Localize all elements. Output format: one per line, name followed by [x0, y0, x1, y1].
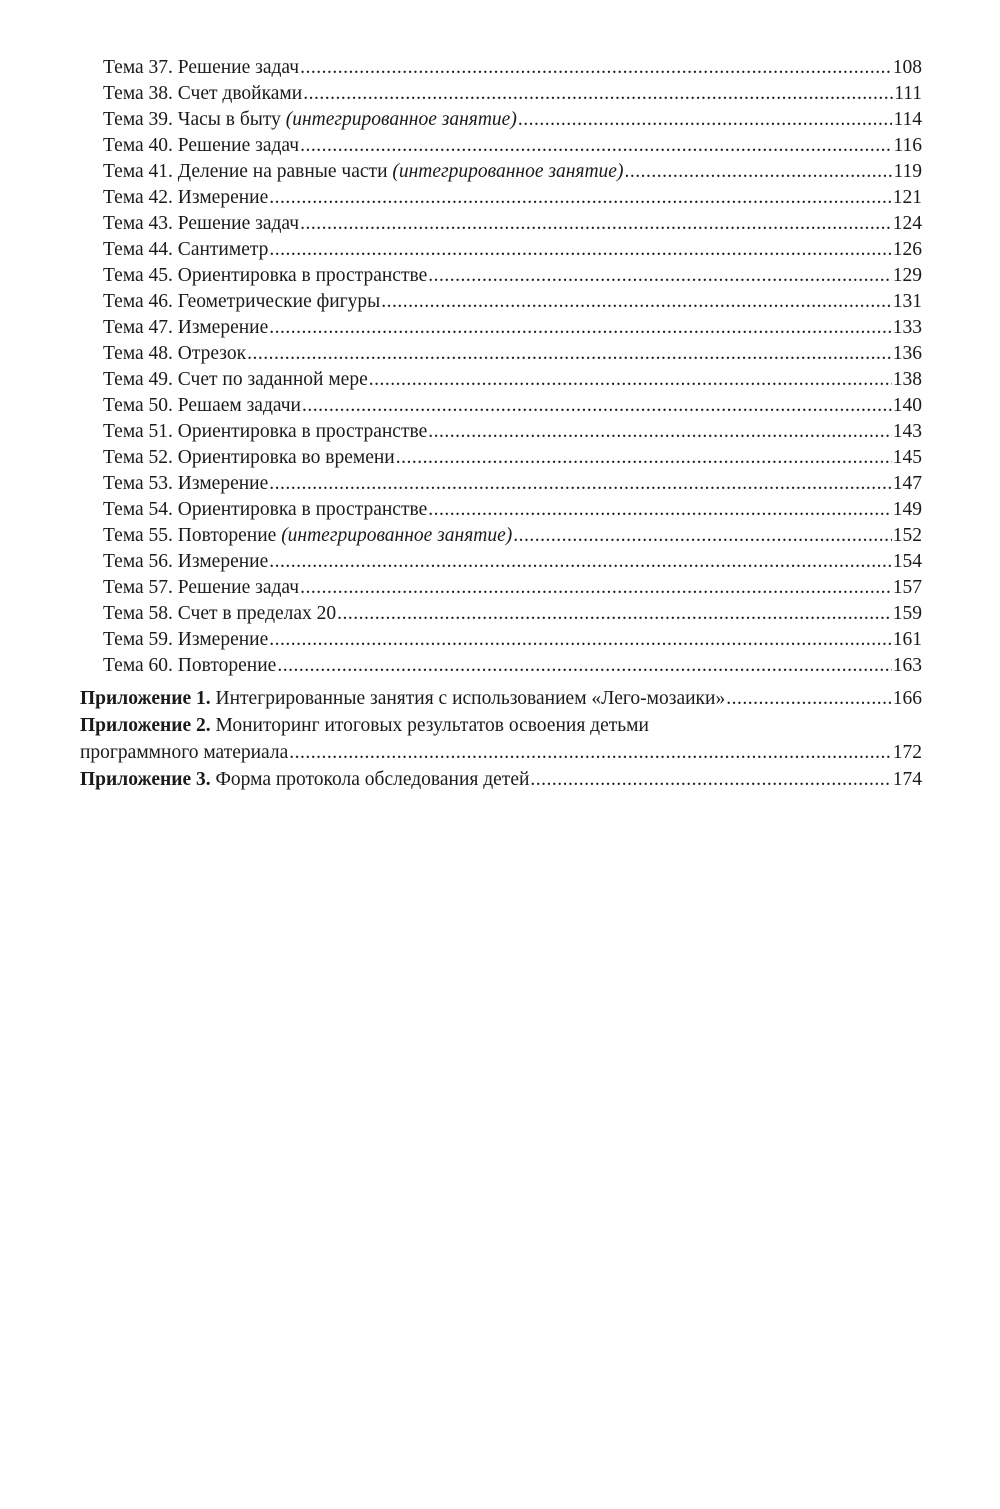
toc-entry-title [103, 133, 299, 159]
toc-entry-page: 126 [892, 239, 922, 260]
topics-list [80, 55, 922, 679]
toc-entry-name: Тема 49. Счет по заданной мере [103, 369, 368, 390]
toc-entry-page: 108 [892, 57, 922, 78]
toc-entry[interactable] [80, 185, 922, 211]
leader-dots [289, 739, 891, 766]
leader-dots [300, 55, 892, 81]
toc-entry-title [103, 159, 623, 185]
toc-entry[interactable] [80, 653, 922, 679]
toc-entry[interactable] [80, 81, 922, 107]
toc-entry-page: 133 [892, 317, 922, 338]
leader-dots [300, 575, 892, 601]
toc-entry[interactable] [80, 367, 922, 393]
toc-entry-name: Тема 40. Решение задач [103, 135, 300, 156]
leader-dots [277, 653, 891, 679]
toc-entry-title [103, 549, 268, 575]
toc-entry-name: Тема 43. Решение задач [103, 213, 300, 234]
toc-entry-title [103, 211, 299, 237]
toc-entry[interactable] [80, 289, 922, 315]
toc-entry-page: 157 [892, 577, 922, 598]
toc-entry-page: 143 [892, 421, 922, 442]
leader-dots [269, 315, 892, 341]
toc-entry-name: Тема 38. Счет двойками [103, 83, 303, 104]
toc-entry-title [103, 341, 246, 367]
appendix-3-prefix: Приложение 3. [80, 769, 211, 790]
toc-entry-name: Тема 55. Повторение [103, 525, 282, 546]
toc-entry-name: Тема 59. Измерение [103, 629, 269, 650]
toc-entry[interactable] [80, 133, 922, 159]
toc-entry-title [103, 445, 395, 471]
toc-entry-title [103, 263, 427, 289]
toc-entry-title [103, 237, 268, 263]
leader-dots [396, 445, 892, 471]
toc-entry-title [103, 81, 302, 107]
toc-entry-page: 116 [893, 135, 922, 156]
toc-entry-page: 114 [893, 109, 922, 130]
toc-entry-page: 163 [892, 655, 922, 676]
toc-entry-name: Тема 44. Сантиметр [103, 239, 269, 260]
toc-entry-page: 129 [892, 265, 922, 286]
toc-entry[interactable] [80, 575, 922, 601]
toc-entry-page: 152 [892, 525, 922, 546]
toc-entry-page: 136 [892, 343, 922, 364]
toc-entry-name: Тема 46. Геометрические фигуры [103, 291, 381, 312]
appendix-2-page: 172 [892, 742, 922, 763]
toc-entry[interactable] [80, 549, 922, 575]
toc-entry-name: Тема 52. Ориентировка во времени [103, 447, 395, 468]
toc-entry-title [103, 55, 299, 81]
leader-dots [428, 419, 892, 445]
toc-entry-title [103, 523, 512, 549]
toc-entry[interactable] [80, 471, 922, 497]
toc-entry[interactable] [80, 601, 922, 627]
toc-entry[interactable] [80, 393, 922, 419]
appendix-2-title-line2: программного материала [80, 742, 289, 763]
leader-dots [300, 211, 892, 237]
toc-entry-name: Тема 42. Измерение [103, 187, 269, 208]
toc-entry[interactable] [80, 419, 922, 445]
leader-dots [428, 497, 892, 523]
toc-entry-title [103, 627, 268, 653]
leader-dots [269, 627, 892, 653]
toc-entry[interactable] [80, 315, 922, 341]
leader-dots [302, 393, 892, 419]
toc-entry[interactable] [80, 107, 922, 133]
toc-entry-page: 119 [893, 161, 922, 182]
toc-entry-title [103, 185, 268, 211]
toc-entry-name: Тема 39. Часы в быту [103, 109, 286, 130]
leader-dots [337, 601, 892, 627]
toc-entry[interactable] [80, 263, 922, 289]
toc-entry-page: 149 [892, 499, 922, 520]
toc-entry-page: 154 [892, 551, 922, 572]
toc-entry-name: Тема 51. Ориентировка в пространстве [103, 421, 428, 442]
toc-entry-page: 121 [892, 187, 922, 208]
leader-dots [624, 159, 892, 185]
toc-entry-title [103, 367, 368, 393]
table-of-contents [80, 55, 922, 793]
appendix-2[interactable] [80, 712, 922, 766]
leader-dots [381, 289, 891, 315]
toc-entry-title [103, 315, 268, 341]
leader-dots [530, 766, 891, 793]
leader-dots [300, 133, 892, 159]
leader-dots [513, 523, 892, 549]
toc-entry-name: Тема 60. Повторение [103, 655, 277, 676]
toc-entry-note: (интегрированное занятие) [392, 161, 624, 182]
toc-entry[interactable] [80, 523, 922, 549]
toc-entry-title [103, 419, 427, 445]
toc-entry-note: (интегрированное занятие) [281, 525, 513, 546]
toc-entry-title [103, 393, 301, 419]
appendix-3-page: 174 [892, 769, 922, 790]
toc-entry-title [103, 471, 268, 497]
toc-entry-name: Тема 56. Измерение [103, 551, 269, 572]
toc-entry-note: (интегрированное занятие) [285, 109, 517, 130]
toc-entry[interactable] [80, 55, 922, 81]
toc-entry-title [103, 497, 427, 523]
appendix-3-title: Форма протокола обследования детей [210, 769, 530, 790]
appendix-2-title-line1: Мониторинг итоговых результатов освоения детьми [210, 715, 649, 736]
leader-dots [303, 81, 893, 107]
toc-entry-page: 124 [892, 213, 922, 234]
appendix-1-prefix: Приложение 1. [80, 688, 211, 709]
leader-dots [726, 685, 892, 712]
toc-entry-page: 161 [892, 629, 922, 650]
toc-entry[interactable] [80, 497, 922, 523]
toc-entry[interactable] [80, 159, 922, 185]
leader-dots [518, 107, 893, 133]
leader-dots [269, 549, 892, 575]
toc-entry-name: Тема 50. Решаем задачи [103, 395, 301, 416]
appendices-list [80, 685, 922, 793]
leader-dots [269, 237, 891, 263]
appendix-1[interactable] [80, 685, 922, 712]
toc-entry-name: Тема 53. Измерение [103, 473, 269, 494]
toc-entry[interactable] [80, 237, 922, 263]
toc-entry-page: 159 [892, 603, 922, 624]
toc-entry[interactable] [80, 445, 922, 471]
toc-entry[interactable] [80, 627, 922, 653]
toc-entry-name: Тема 47. Измерение [103, 317, 269, 338]
toc-entry-title [103, 107, 517, 133]
toc-entry-page: 131 [892, 291, 922, 312]
toc-entry-name: Тема 48. Отрезок [103, 343, 247, 364]
toc-entry-page: 147 [892, 473, 922, 494]
toc-entry-title [103, 653, 276, 679]
toc-entry-title [103, 575, 299, 601]
toc-entry-title [103, 289, 380, 315]
appendix-3[interactable] [80, 766, 922, 793]
toc-entry-page: 111 [894, 83, 922, 104]
toc-entry-page: 138 [892, 369, 922, 390]
toc-entry[interactable] [80, 211, 922, 237]
toc-entry-page: 140 [892, 395, 922, 416]
toc-entry-name: Тема 41. Деление на равные части [103, 161, 393, 182]
toc-entry-name: Тема 54. Ориентировка в пространстве [103, 499, 428, 520]
leader-dots [428, 263, 892, 289]
toc-entry-name: Тема 37. Решение задач [103, 57, 300, 78]
toc-entry-page: 145 [892, 447, 922, 468]
appendix-1-title: Интегрированные занятия с использованием «Лего-мозаики» [210, 688, 726, 709]
leader-dots [269, 185, 892, 211]
leader-dots [247, 341, 892, 367]
appendix-1-page: 166 [892, 688, 922, 709]
toc-entry-name: Тема 58. Счет в пределах 20 [103, 603, 337, 624]
toc-entry-name: Тема 57. Решение задач [103, 577, 300, 598]
appendix-2-prefix: Приложение 2. [80, 715, 211, 736]
toc-entry-title [103, 601, 336, 627]
toc-entry[interactable] [80, 341, 922, 367]
toc-entry-name: Тема 45. Ориентировка в пространстве [103, 265, 428, 286]
leader-dots [269, 471, 892, 497]
leader-dots [369, 367, 892, 393]
